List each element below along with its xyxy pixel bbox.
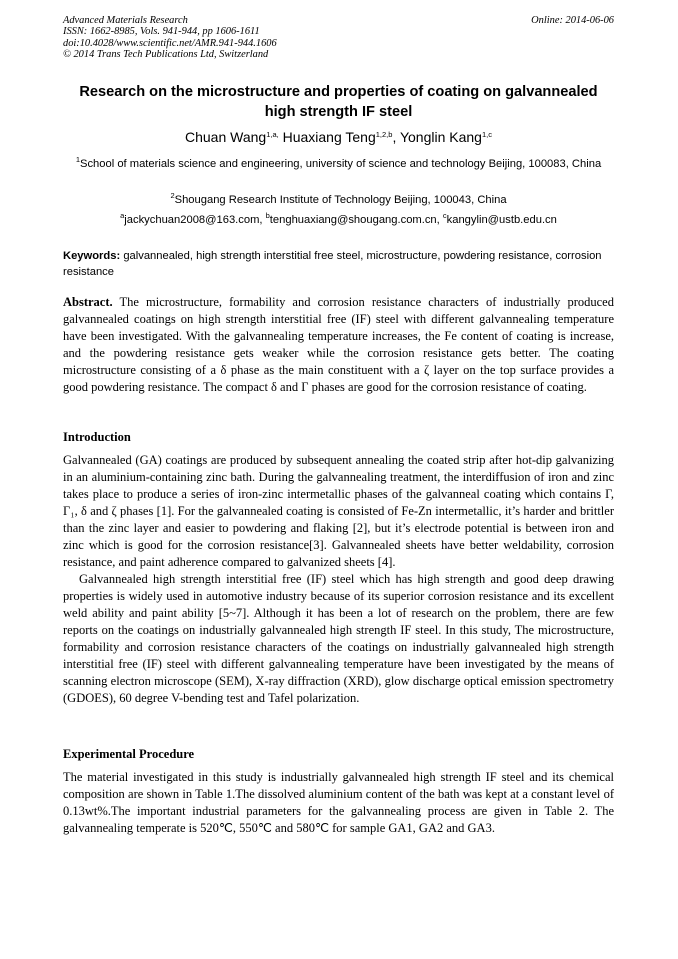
email-address[interactable]: kangylin@ustb.edu.cn	[446, 214, 557, 226]
affiliation-marker: 1	[75, 155, 80, 164]
paragraph: Galvannealed high strength interstitial free (IF) steel which has high strength and good deep drawing properties is widely used in automotive industry because of its superior corrosion resistance and its excellent weld ability and paint ability [5~7]. Although it has been a lot of research on the problem, there are few reports on the coatings on industrially galvannealed high strength IF steel. In this study, The microstructure, formability and corrosion resistance characters of the coatings on industrially galvannealed high strength interstitial free (IF) steel with different galvannealing temperature have been investigated by the means of scanning electron microscope (SEM), X-ray diffraction (XRD), glow discharge optical emission spectrometry (GDOES), 60 degree V-bending test and Tafel polarization.	[63, 572, 614, 705]
copyright-line: © 2014 Trans Tech Publications Ltd, Switzerland	[63, 48, 269, 60]
issn-line: ISSN: 1662-8985, Vols. 941-944, pp 1606-1611	[63, 26, 260, 38]
email-marker: b	[265, 211, 270, 220]
journal-header	[63, 15, 614, 60]
abstract-label: Abstract.	[63, 295, 113, 309]
affiliation-marker: 2	[170, 191, 175, 200]
keywords-block	[63, 249, 614, 280]
doi-line: doi:10.4028/www.scientific.net/AMR.941-944.1606	[63, 37, 277, 49]
keywords-label: Keywords:	[63, 250, 121, 262]
abstract-block	[63, 294, 614, 396]
abstract-text: The microstructure, formability and corrosion resistance characters of industrially produced galvannealed coatings on high strength interstitial free (IF) steel with different galvannealing temperature have been investigated. With the galvannealing temperature increases, the Fe content of coating is increase, and the powdering resistance gets weaker while the corrosion resistance gets better. The coating microstructure consisting of a δ phase as the main constituent with a ζ layer on the top surface provides a good powdering resistance. The compact δ and Γ phases are good for the corrosion resistance of coating.	[63, 295, 614, 394]
experimental-section	[63, 746, 614, 837]
email-address[interactable]: jackychuan2008@163.com,	[124, 214, 263, 226]
affiliation-1	[63, 157, 614, 173]
email-address[interactable]: tenghuaxiang@shougang.com.cn,	[269, 214, 440, 226]
email-list	[63, 213, 614, 229]
author-list: Chuan Wang$^{1,a,}$ Huaxiang Teng$^{1,2,b}$, Yonglin Kang$^{1,c}$	[184, 129, 492, 145]
journal-name: Advanced Materials Research	[63, 15, 188, 26]
author-affiliation-marker: 1,2,b	[375, 130, 393, 139]
email-marker: a	[120, 211, 125, 220]
section-heading: Introduction	[63, 430, 131, 444]
introduction-section	[63, 429, 614, 707]
paper-title: Research on the microstructure and properties of coating on galvannealed high strength IF steel	[79, 84, 598, 120]
author-affiliation-marker: 1,c	[481, 130, 492, 139]
author-name: Yonglin Kang	[399, 129, 482, 145]
affiliation-text: School of materials science and engineering, university of science and technology Beijing, 100083, China	[80, 158, 602, 170]
paragraph: Galvannealed (GA) coatings are produced by subsequent annealing the coated strip after hot-dip galvanizing in an aluminium-containing zinc bath. During the galvannealing treatment, the interdiffusion of iron and zinc takes place to produce a series of iron-zinc intermetallic phases of the galvanneal coating which contains Γ, Γ₁, δ and ζ phases [1]. For the galvannealed coating is consisted of Fe-Zn intermetallic, it’s harder and brittler than the zinc layer and easier to powdering and flaking [2], but it’s electrode potential is between iron and zinc which is good for the corrosion resistance[3]. Galvannealed sheets have better weldability, corrosion resistance, and paint adherence compared to galvanized sheets [4].	[63, 453, 614, 569]
keywords-text: galvannealed, high strength interstitial free steel, microstructure, powdering resistance, corrosion resistance	[63, 250, 602, 278]
paragraph: The material investigated in this study is industrially galvannealed high strength IF steel and its chemical composition are shown in Table 1.The dissolved aluminium content of the bath was kept at a constant level of 0.13wt%.The important industrial parameters for the galvannealing process are given in Table 2. The galvannealing temperate is 520℃, 550℃ and 580℃ for sample GA1, GA2 and GA3.	[63, 770, 614, 835]
author-name: Huaxiang Teng	[282, 129, 376, 145]
author-name: Chuan Wang	[184, 129, 267, 145]
author-affiliation-marker: 1,a,	[266, 130, 279, 139]
section-heading: Experimental Procedure	[63, 747, 195, 761]
online-date: Online: 2014-06-06	[531, 15, 614, 26]
affiliation-2	[63, 193, 614, 209]
affiliation-text: Shougang Research Institute of Technology Beijing, 100043, China	[174, 194, 507, 206]
email-marker: c	[442, 211, 447, 220]
